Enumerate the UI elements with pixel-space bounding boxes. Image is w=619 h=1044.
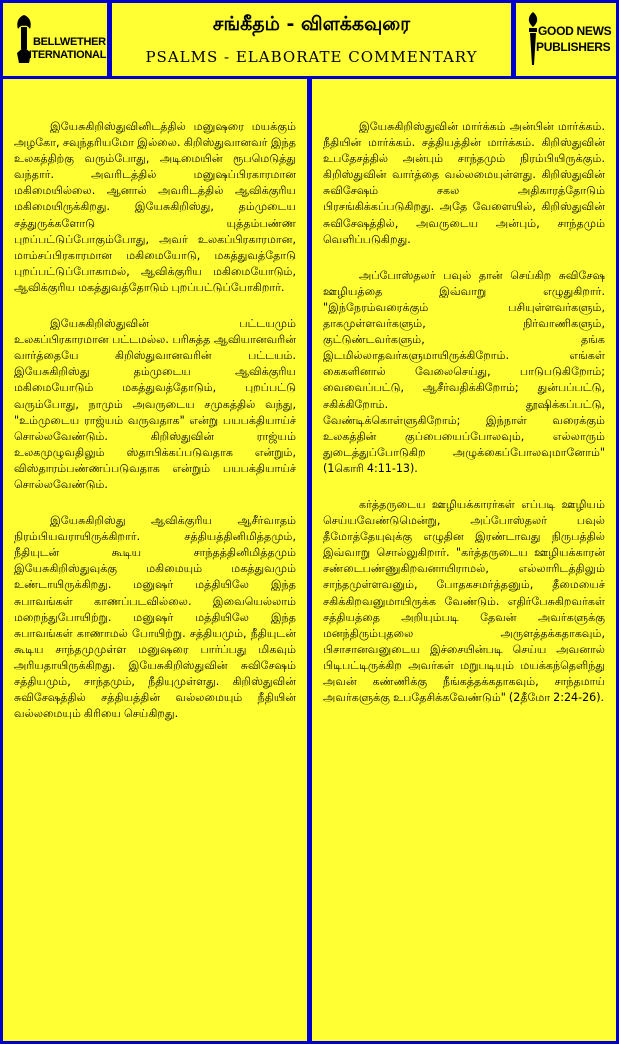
torch-icon (524, 11, 542, 67)
right-column (312, 79, 616, 1041)
good-news-logo-line2: PUBLISHERS (536, 40, 611, 54)
left-paragraph-3: இயேசுகிறிஸ்து ஆவிக்குரிய ஆசீர்வாதம் நிரம்பியவராயிருக்கிறார். சத்தியத்தினிமித்தமும், நீதியுடன் கூடிய சாந்தத்தினிமித்தமும் இயேசுகிறிஸ்துவுக்கு மகிமையும் மகத்துவமும் உண்டாயிருக்கிறது. மனுஷர் மத்தியிலே இந்த சுபாவங்கள் காணப்படவில்லை. இவையெல்லாம் மறைந்துபோயிற்று. மனுஷர் மத்தியிலே இந்த சுபாவங்கள் காணாமல் போயிற்று. சத்தியமும், நீதியுடன் கூடிய சாந்தமுமுள்ள மனுஷரை பார்ப்பது மிகவும் அரியதாயிருக்கிறது. இயேசுகிறிஸ்துவின் சுவிசேஷம் சத்தியமும், சாந்தமும், நீதியுமுள்ளது. கிறிஸ்துவின் சுவிசேஷத்தில் சத்தியத்தின் வல்லமையும் நீதியின் வல்லமையும் கிரியை செய்கிறது. (14, 514, 296, 721)
good-news-logo (516, 3, 616, 76)
good-news-logo-line1: GOOD NEWS (538, 24, 612, 38)
left-column (3, 79, 307, 1041)
header (3, 3, 616, 76)
left-paragraph-1: இயேசுகிறிஸ்துவினிடத்தில் மனுஷரை மயக்கும் அழகோ, சவுந்தரியமோ இல்லை. கிறிஸ்துவானவர் இந்த உலகத்திற்கு வரும்போது, அடிமையின் ரூபமெடுத்து வந்தார். அவரிடத்தில் மனுஷப்பிரகாரமான மகிமையில்லை. ஆனால் அவரிடத்தில் ஆவிக்குரிய மகிமையிருக்கிறது. இயேசுகிறிஸ்து, தம்முடைய சத்துருக்களோடு யுத்தம்பண்ண புறப்பட்டுப்போகும்போது, அவர் உலகப்பிரகாரமான, மாம்சப்பிரகாரமான மகிமையோடு, மகத்துவத்தோடு புறப்பட்டுப்போகாமல், ஆவிக்குரிய மகிமையோடும், ஆவிக்குரிய மகத்துவத்தோடும் புறப்பட்டுப்போகிறார். (14, 120, 296, 294)
title-tamil: சங்கீதம் - விளக்கவுரை (212, 13, 411, 35)
right-paragraph-3: கர்த்தருடைய ஊழியக்காரர்கள் எப்படி ஊழியம் செய்யவேண்டுமென்று, அப்போஸ்தலர் பவுல் தீமோத்தேயுவுக்கு எழுதின இரண்டாவது நிருபத்தில் இவ்வாறு சொல்லுகிறார். "கர்த்தருடைய ஊழியக்காரன் சண்டைபண்ணுகிறவனாயிராமல், எல்லாரிடத்திலும் சாந்தமுள்ளவனும், போதகசமர்த்தனும், தீமையைச் சகிக்கிறவனுமாயிருக்க வேண்டும். எதிர்பேசுகிறவர்கள் சத்தியத்தை அறியும்படி தேவன் அவர்களுக்கு மனந்திரும்புதலை அருளத்தக்கதாகவும், பிசாசானவனுடைய இச்சையின்படி செய்ய அவனால் பிடிபட்டிருக்கிற அவர்கள் மறுபடியும் மயக்கந்தெளிந்து அவன் கண்ணிக்கு நீங்கத்தக்கதாகவும், சாந்தமாய் அவர்களுக்கு உபதேசிக்கவேண்டும்" (2தீமோ 2:24-26). (323, 497, 605, 705)
bellwether-logo (3, 3, 107, 76)
right-paragraph-2: அப்போஸ்தலர் பவுல் தான் செய்கிற சுவிசேஷ ஊழியத்தை இவ்வாறு எழுதுகிறார். "இந்நேரம்வரைக்கும் பசியுள்ளவர்களும், தாகமுள்ளவர்களும், நிர்வாணிகளும், குட்டுண்டவர்களும், தங்க இடமில்லாதவர்களுமாயிருக்கிறோம். எங்கள் கைகளினால் வேலைசெய்து, பாடுபடுகிறோம்; வைவைப்பட்டு, ஆசீர்வதிக்கிறோம்; துன்பப்பட்டு, சகிக்கிறோம். தூஷிக்கப்பட்டு, வேண்டிக்கொள்ளுகிறோம்; இந்நாள் வரைக்கும் உலகத்தின் குப்பையைப்போலவும், எல்லாரும் துடைத்துப்போடுகிற அழுக்கைப்போலவுமானோம்" (1கொரி 4:11-13). (323, 268, 605, 475)
bellwether-logo-line2: INTERNATIONAL (21, 49, 107, 61)
title-box (112, 3, 511, 76)
bellwether-logo-line1: BELLWETHER (33, 36, 106, 48)
title-english: PSALMS - ELABORATE COMMENTARY (145, 48, 478, 66)
right-paragraph-1: இயேசுகிறிஸ்துவின் மார்க்கம் அன்பின் மார்க்கம். நீதியின் மார்க்கம். சத்தியத்தின் மார்க்கம். கிறிஸ்துவின் உபதேசத்தில் அன்பும் சாந்தமும் நிரம்பியிருக்கும். கிறிஸ்துவின் வார்த்தை வல்லமையுள்ளது. கிறிஸ்துவின் சுவிசேஷம் சகல அதிகாரத்தோடும் பிரசங்கிக்கப்படுகிறது. அதே வேளையில், கிறிஸ்துவின் சுவிசேஷத்தில், அவருடைய அன்பும், சாந்தமும் வெளிப்படுகிறது. (323, 120, 605, 246)
left-paragraph-2: இயேசுகிறிஸ்துவின் பட்டயமும் உலகப்பிரகாரமான பட்டமல்ல. பரிசுத்த ஆவியானவரின் வார்த்தையே கிறிஸ்துவானவரின் பட்டயம். இயேசுகிறிஸ்து தம்முடைய ஆவிக்குரிய மகிமையோடும் மகத்துவத்தோடும், புறப்பட்டு வரும்போது, நாமும் அவருடைய சமுகத்தில் வந்து, "உம்முடைய ராஜ்யம் வருவதாக" என்று பயபக்தியாய்ச் சொல்லவேண்டும். கிறிஸ்துவின் ராஜ்யம் உலகமுழுவதிலும் ஸ்தாபிக்கப்படுவதாக என்றும், விஸ்தாரம்பண்ணப்படுவதாக என்றும் பயபக்தியாய்ச் சொல்லவேண்டும். (14, 317, 296, 491)
